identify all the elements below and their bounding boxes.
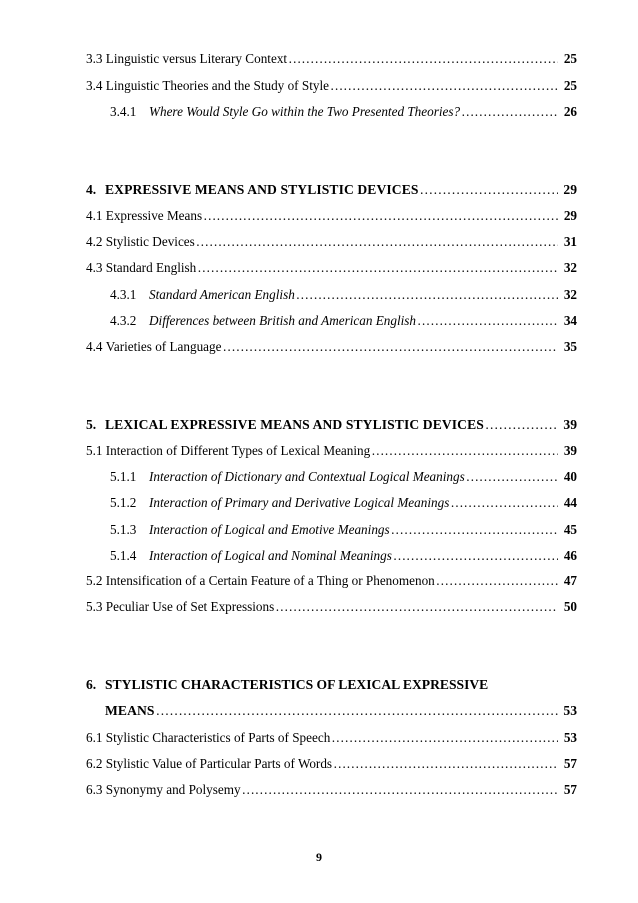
toc-entry-5-1-2: [110, 495, 577, 511]
toc-leader-dots: [333, 756, 558, 772]
toc-entry-number: 5.3: [86, 599, 103, 614]
toc-entry-page: 46: [563, 548, 577, 563]
toc-entry-title: Linguistic versus Literary Context: [105, 51, 288, 66]
toc-entry-4-3-1: [110, 287, 577, 303]
toc-entry-page: 39: [563, 443, 577, 458]
toc-chapter-title-continued: MEANS: [105, 703, 155, 718]
toc-entry-number: 3.4.1: [110, 104, 137, 119]
toc-entry-6-2: [86, 756, 577, 772]
toc-leader-dots: [485, 417, 558, 433]
toc-entry-3-4: [86, 78, 577, 94]
toc-entry-6-3: [86, 782, 577, 798]
toc-entry-3-4-1: [110, 104, 577, 120]
toc-chapter-number: 6.: [86, 677, 97, 692]
toc-entry-number: 4.4: [86, 339, 103, 354]
toc-entry-page: 47: [563, 573, 577, 588]
toc-entry-number: 5.1.1: [110, 469, 137, 484]
toc-entry-4-3-2: [110, 313, 577, 329]
toc-entry-page: 44: [563, 495, 577, 510]
toc-leader-dots: [391, 522, 558, 538]
toc-entry-page: 45: [563, 522, 577, 537]
toc-entry-6-1: [86, 730, 577, 746]
toc-entry-4-2: [86, 234, 577, 250]
toc-entry-page: 32: [563, 260, 577, 275]
toc-entry-title: Varieties of Language: [105, 339, 222, 354]
toc-chapter-number: 5.: [86, 417, 97, 432]
toc-leader-dots: [296, 287, 558, 303]
toc-entry-page: 35: [563, 339, 577, 354]
toc-entry-title: Stylistic Devices: [105, 234, 195, 249]
toc-entry-5-1-1: [110, 469, 577, 485]
toc-entry-number: 5.1.4: [110, 548, 137, 563]
toc-entry-page: 29: [563, 208, 577, 223]
toc-entry-title: Standard American English: [149, 287, 295, 302]
toc-entry-4-4: [86, 339, 577, 355]
toc-entry-number: 4.3: [86, 260, 103, 275]
toc-leader-dots: [156, 703, 558, 719]
toc-chapter-title: LEXICAL EXPRESSIVE MEANS AND STYLISTIC DEVICES: [105, 417, 484, 432]
toc-entry-title: Stylistic Value of Particular Parts of Words: [105, 756, 333, 771]
toc-chapter-6: [105, 703, 577, 719]
toc-entry-number: 5.1.3: [110, 522, 137, 537]
toc-entry-page: 39: [563, 417, 577, 432]
toc-entry-title: Interaction of Different Types of Lexical Meaning: [105, 443, 371, 458]
toc-entry-5-1: [86, 443, 577, 459]
toc-entry-title: Differences between British and American English: [149, 313, 417, 328]
toc-leader-dots: [417, 313, 558, 329]
toc-entry-title: Synonymy and Polysemy: [105, 782, 241, 797]
toc-entry-page: 25: [563, 51, 577, 66]
toc-entry-number: 4.3.2: [110, 313, 137, 328]
toc-entry-5-1-3: [110, 522, 577, 538]
toc-entry-page: 25: [563, 78, 577, 93]
toc-entry-title: Interaction of Dictionary and Contextual Logical Meanings: [149, 469, 465, 484]
toc-entry-number: 6.1: [86, 730, 103, 745]
toc-leader-dots: [197, 260, 558, 276]
page-number: 9: [316, 850, 322, 864]
toc-chapter-number: 4.: [86, 182, 97, 197]
toc-entry-page: 26: [563, 104, 577, 119]
toc-entry-title: Expressive Means: [105, 208, 203, 223]
toc-entry-3-3: [86, 51, 577, 67]
toc-chapter-6-heading: [86, 677, 488, 693]
toc-leader-dots: [420, 182, 558, 198]
toc-leader-dots: [331, 730, 558, 746]
toc-entry-page: 31: [563, 234, 577, 249]
toc-leader-dots: [450, 495, 558, 511]
toc-entry-number: 5.2: [86, 573, 103, 588]
toc-entry-title: Standard English: [105, 260, 197, 275]
toc-entry-page: 53: [563, 703, 577, 718]
toc-entry-title: Interaction of Primary and Derivative Logical Meanings: [149, 495, 450, 510]
toc-entry-number: 6.2: [86, 756, 103, 771]
toc-leader-dots: [223, 339, 559, 355]
toc-entry-title: Where Would Style Go within the Two Presented Theories?: [149, 104, 461, 119]
toc-entry-5-3: [86, 599, 577, 615]
toc-leader-dots: [203, 208, 558, 224]
toc-entry-5-1-4: [110, 548, 577, 564]
toc-entry-page: 32: [563, 287, 577, 302]
toc-chapter-title: STYLISTIC CHARACTERISTICS OF LEXICAL EXPRESSIVE: [105, 677, 489, 692]
toc-entry-number: 6.3: [86, 782, 103, 797]
toc-entry-number: 4.2: [86, 234, 103, 249]
toc-entry-title: Interaction of Logical and Emotive Meanings: [149, 522, 390, 537]
toc-entry-title: Linguistic Theories and the Study of Style: [105, 78, 329, 93]
toc-leader-dots: [242, 782, 558, 798]
toc-chapter-5: [86, 417, 577, 433]
toc-entry-number: 4.1: [86, 208, 103, 223]
toc-entry-number: 4.3.1: [110, 287, 137, 302]
toc-leader-dots: [330, 78, 558, 94]
toc-leader-dots: [196, 234, 558, 250]
toc-entry-title: Stylistic Characteristics of Parts of Speech: [105, 730, 331, 745]
toc-leader-dots: [275, 599, 558, 615]
toc-entry-number: 3.3: [86, 51, 103, 66]
toc-entry-number: 3.4: [86, 78, 103, 93]
toc-leader-dots: [466, 469, 558, 485]
toc-leader-dots: [461, 104, 558, 120]
toc-entry-page: 50: [563, 599, 577, 614]
toc-leader-dots: [393, 548, 558, 564]
toc-entry-page: 34: [563, 313, 577, 328]
toc-entry-5-2: [86, 573, 577, 589]
toc-entry-title: Peculiar Use of Set Expressions: [105, 599, 275, 614]
toc-leader-dots: [288, 51, 558, 67]
toc-entry-number: 5.1.2: [110, 495, 137, 510]
toc-chapter-4: [86, 182, 577, 198]
toc-entry-page: 53: [563, 730, 577, 745]
toc-entry-title: Intensification of a Certain Feature of a Thing or Phenomenon: [105, 573, 435, 588]
toc-entry-4-3: [86, 260, 577, 276]
toc-leader-dots: [436, 573, 558, 589]
toc-entry-title: Interaction of Logical and Nominal Meanings: [149, 548, 392, 563]
toc-entry-page: 29: [563, 182, 577, 197]
toc-leader-dots: [371, 443, 558, 459]
toc-entry-page: 57: [563, 756, 577, 771]
toc-chapter-title: EXPRESSIVE MEANS AND STYLISTIC DEVICES: [105, 182, 419, 197]
toc-entry-page: 40: [563, 469, 577, 484]
toc-entry-number: 5.1: [86, 443, 103, 458]
toc-entry-4-1: [86, 208, 577, 224]
toc-entry-page: 57: [563, 782, 577, 797]
